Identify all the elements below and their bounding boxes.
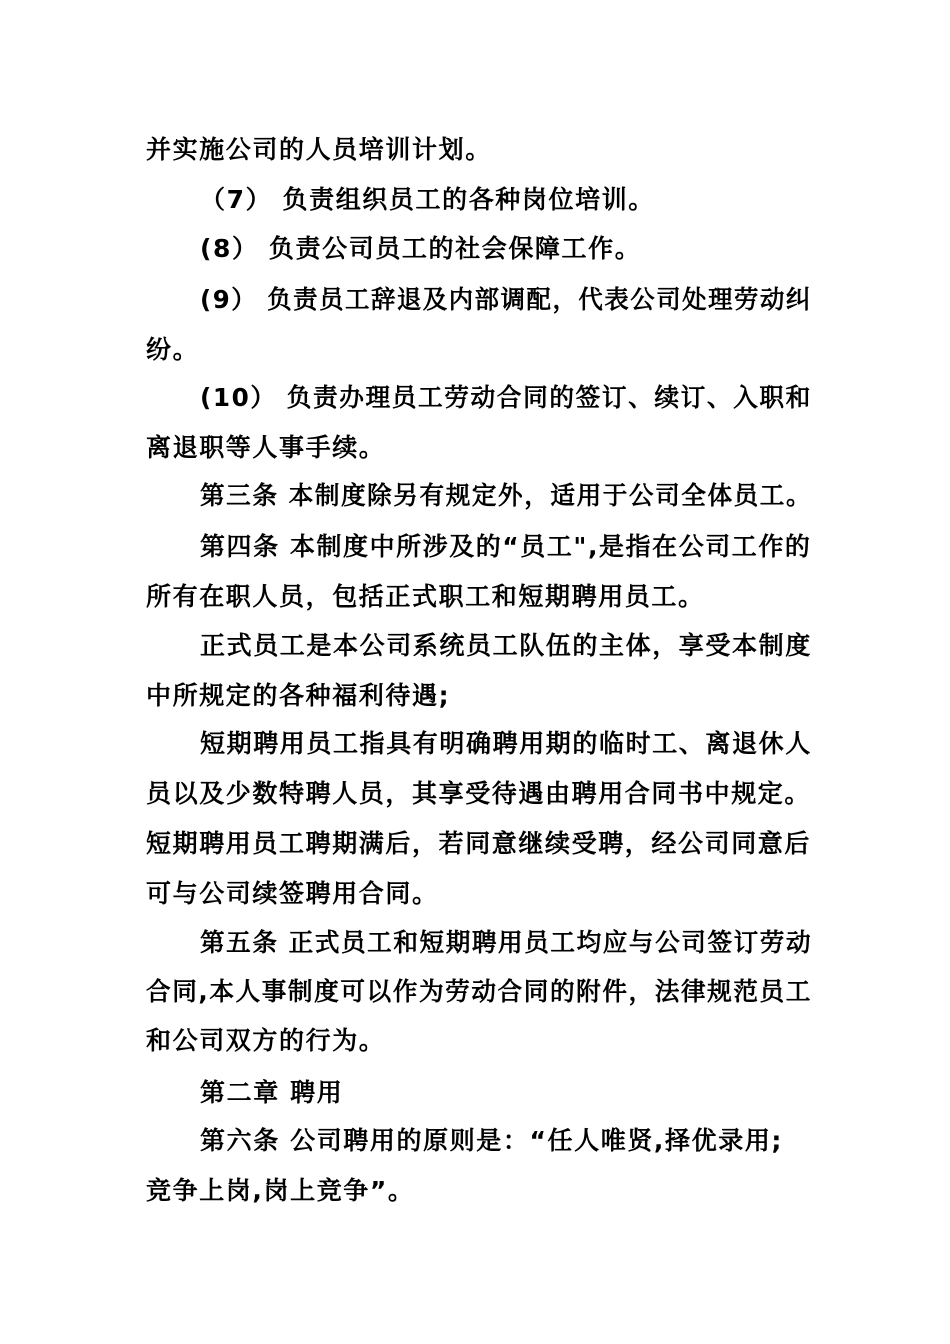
text-line: 第三条 本制度除另有规定外，适用于公司全体员工。 — [200, 481, 813, 510]
text-line: （7） 负责组织员工的各种岗位培训。 — [200, 185, 655, 214]
text-line: 合同,本人事制度可以作为劳动合同的附件，法律规范员工 — [146, 977, 812, 1006]
text-line: (9） 负责员工辞退及内部调配，代表公司处理劳动纠 — [200, 285, 812, 314]
text-line: 中所规定的各种福利待遇; — [146, 681, 451, 710]
text-line: 和公司双方的行为。 — [146, 1026, 386, 1055]
text-line: 纷。 — [146, 335, 200, 364]
text-line: 可与公司续签聘用合同。 — [146, 879, 439, 908]
text-line: (8） 负责公司员工的社会保障工作。 — [200, 234, 642, 263]
text-line: 短期聘用员工聘期满后，若同意继续受聘，经公司同意后 — [146, 829, 812, 858]
text-line: 第五条 正式员工和短期聘用员工均应与公司签订劳动 — [200, 928, 813, 957]
text-line: (10） 负责办理员工劳动合同的签订、续订、入职和 — [200, 383, 812, 412]
text-line: 第四条 本制度中所涉及的“员工",是指在公司工作的 — [200, 532, 812, 561]
text-line: 竞争上岗,岗上竞争”。 — [146, 1176, 415, 1205]
text-line: 所有在职人员，包括正式职工和短期聘用员工。 — [146, 582, 705, 611]
text-line: 员以及少数特聘人员，其享受待遇由聘用合同书中规定。 — [146, 779, 812, 808]
text-line: 短期聘用员工指具有明确聘用期的临时工、离退休人 — [200, 729, 812, 758]
text-line: 正式员工是本公司系统员工队伍的主体，享受本制度 — [200, 631, 812, 660]
text-line: 离退职等人事手续。 — [146, 433, 386, 462]
text-line: 第二章 聘用 — [200, 1078, 344, 1107]
text-line: 并实施公司的人员培训计划。 — [146, 135, 492, 164]
text-line: 第六条 公司聘用的原则是：“任人唯贤,择优录用; — [200, 1126, 784, 1155]
